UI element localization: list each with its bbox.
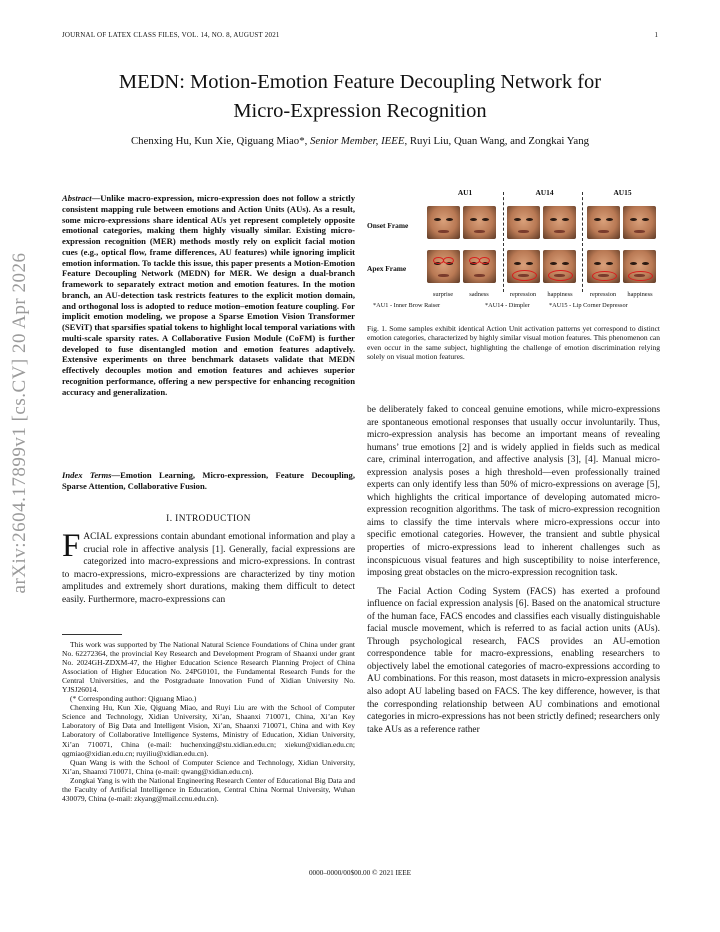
face-image (427, 206, 460, 239)
legend-au14: *AU14 - Dimpler (485, 302, 530, 309)
face-image (463, 206, 496, 239)
au-label-au15: AU15 (613, 188, 632, 197)
footnotes (62, 640, 355, 803)
footnote-corresponding: (* Corresponding author: Qiguang Miao.) (70, 694, 197, 704)
emotion-label: happiness (547, 291, 573, 298)
running-header: JOURNAL OF LATEX CLASS FILES, VOL. 14, NO. 8, AUGUST 2021 (62, 31, 280, 39)
face-image (507, 250, 540, 283)
figure-1 (367, 188, 660, 313)
legend-au15: *AU15 - Lip Corner Depressor (549, 302, 628, 309)
figure-caption: Fig. 1. Some samples exhibit identical Action Unit activation patterns yet correspond to distinct emotion categories, characterized by highly similar visual motion features. This phenomenon can even occur in the same subject, highlighting the challenge of emotion discrimination relying solely on visual motion features. (367, 324, 660, 362)
abstract-label: Abstract (62, 193, 92, 203)
au-label-au14: AU14 (535, 188, 554, 197)
title-line-1: MEDN: Motion-Emotion Feature Decoupling Network for (118, 71, 602, 93)
emotion-label: happiness (627, 291, 653, 298)
index-terms (62, 470, 355, 492)
footnote-affiliation-1: Chenxing Hu, Kun Xie, Qiguang Miao, and Ruyi Liu are with the School of Computer Science and Technology, Xidian University, Xi’an, Shaanxi 710071, China, Xi’an Key Laboratory of Big Data and Intelligent Vision, Xi’an, Shaanxi 710071, China and with Key Laboratory of Collaborative Intelligence Systems, Ministry of Education, Xidian University, Xi’an 710071, China (e-mail: huchenxing@stu.xidian.edu.cn; xiekun@xidian.edu.cn; qgmiao@xidian.edu.cn; ruyiliu@xidian.edu.cn). (62, 703, 355, 758)
index-label: Index Terms (62, 470, 112, 480)
footnote-affiliation-2: Quan Wang is with the School of Computer Science and Technology, Xidian University, Xi’an, Shaanxi 710071, China (e-mail: qwang@xidian.edu.cn). (62, 757, 355, 776)
face-image (587, 250, 620, 283)
author-list (60, 135, 660, 147)
authors-part-1: Chenxing Hu, Kun Xie, Qiguang Miao*, (130, 135, 310, 147)
face-image (543, 250, 576, 283)
page-number: 1 (654, 31, 658, 39)
face-image (427, 250, 460, 283)
footnote-funding: This work was supported by The National Natural Science Foundations of China under grant No. 62272364, the provincial Key Research and Development Program of Shaanxi under grant No. 2024GH-ZDXM-47, the Higher Education Science Research Planning Project of China Association of Higher Education No. 24PG0101, the Fundamental Research Funds for the Central Universities, and the Postgraduate Innovation Fund of Xidian University No. YJSJ26014. (62, 640, 355, 695)
paper-title (60, 68, 660, 126)
face-image (587, 206, 620, 239)
footnote-affiliation-3: Zongkai Yang is with the National Engineering Research Center of Educational Big Data and the Faculty of Artificial Intelligence in Education, Central China Normal University, Wuhan 430079, China (e-mail: zkyang@mail.ccnu.edu.cn). (62, 775, 355, 803)
face-image (623, 250, 656, 283)
footnote-divider (62, 634, 122, 635)
face-image (623, 206, 656, 239)
drop-cap: F (62, 528, 81, 564)
emotion-label: sadness (469, 291, 489, 298)
intro-text: ACIAL expressions contain abundant emotional information and play a crucial role in affective analysis [1]. Generally, facial expressions are categorized into macro-expressions and micro-expressions. In contrast to macro-expressions, micro-expressions are characterized by tiny motion amplitudes and extremely short durations, making them difficult to detect easily. Furthermore, macro-expressions can (62, 532, 355, 605)
abstract (62, 193, 355, 397)
figure-separator (582, 192, 583, 292)
right-column-body (367, 404, 660, 736)
face-image (463, 250, 496, 283)
section-heading: I. INTRODUCTION (166, 514, 251, 524)
face-image (543, 206, 576, 239)
paragraph: The Facial Action Coding System (FACS) has exerted a profound influence on facial expression analysis [6]. Based on the anatomical structure of the human face, FACS encodes and classifies each visually distinguishable facial muscle movement, which is referred to as facial action units (AUs). Through psychological research, FACS provides an AU-emotion correspondence table for macro-expressions, enabling researchers to objectively label the emotional categories of macro-expressions according to AU combinations. For this reason, most datasets in micro-expression analysis also adopt AU labeling based on FACS. The key difference, however, is that the corresponding relationship between AU combinations and emotional categories in micro-expressions has not been strictly defined; researchers only take AUs as a reference rather (367, 586, 660, 735)
paragraph: be deliberately faked to conceal genuine emotions, while micro-expressions are spontaneous emotional responses that usually occur involuntarily. Thus, micro-expression analysis has become an important means of revealing humans’ true emotions [2] and is widely applied in fields such as medical care, criminal interrogation, and affective analysis [3], [4]. Manual micro-expression analysis poses a high threshold—even professionally trained experts can only identify less than 50% of micro-expressions on average [5], which highlights the critical importance of developing automated micro-expression recognition algorithms. The task of micro-expression recognition aims to classify the time intervals where micro-expressions occur into specific emotional categories. However, the transient and subtle physical properties of micro-expressions lead to inherent challenges such as inconspicuous visual features and high susceptibility to noise interference, imposing great obstacles on the micro-expression recognition task. (367, 405, 660, 579)
copyright-footer: 0000–0000/00$00.00 © 2021 IEEE (308, 869, 412, 877)
au-label-au1: AU1 (457, 188, 473, 197)
figure-separator (503, 192, 504, 292)
abstract-text: —Unlike macro-expression, micro-expression does not follow a strictly consistent mapping rule between emotions and Action Units (AUs). As a result, some micro-expressions share identical AUs yet represent completely opposite emotional categories, making them highly visually similar. Existing micro-expression recognition (MER) methods mostly rely on explicit facial motion cues (e.g., optical flow, frame differences, AU features) while ignoring implicit emotion information. To tackle this issue, this paper presents a Motion-Emotion Feature Decoupling Network (MEDN) for MER. We design a dual-branch framework to separately extract motion and emotion features. In the motion branch, an AU-detection task restricts features to the explicit motion domain, and orthogonal loss is adopted to reduce motion–emotion feature coupling. For implicit emotion modeling, we propose a Sparse Emotion Vision Transformer (SEViT) that sparsifies spatial tokens to highlight local temporal variations with multi-scale sparsity rates. A Collaborative Fusion Module (CoFM) is further developed to fuse disentangled motion and emotion features adaptively. Extensive experiments on three benchmark datasets validate that MEDN effectively decouples motion and emotion features and achieves superior recognition performance, offering a new perspective for enhancing recognition accuracy and generalization. (62, 193, 355, 397)
arxiv-stamp: arXiv:2604.17899v1 [cs.CV] 20 Apr 2026 (9, 252, 30, 594)
face-image (507, 206, 540, 239)
legend-au1: *AU1 - Inner Brow Raiser (373, 302, 441, 309)
row-label-onset: Onset Frame (367, 221, 409, 230)
author-role: Senior Member, IEEE (310, 135, 405, 147)
authors-part-2: , Ruyi Liu, Quan Wang, and Zongkai Yang (404, 135, 590, 147)
intro-paragraph (62, 528, 355, 606)
row-label-apex: Apex Frame (367, 264, 407, 273)
title-line-2: Micro-Expression Recognition (233, 100, 487, 122)
emotion-label: surprise (432, 291, 454, 298)
emotion-label: repression (589, 291, 617, 298)
index-text: —Emotion Learning, Micro-expression, Feature Decoupling, Sparse Attention, Collaborative Fusion. (62, 470, 356, 491)
emotion-label: repression (509, 291, 537, 298)
